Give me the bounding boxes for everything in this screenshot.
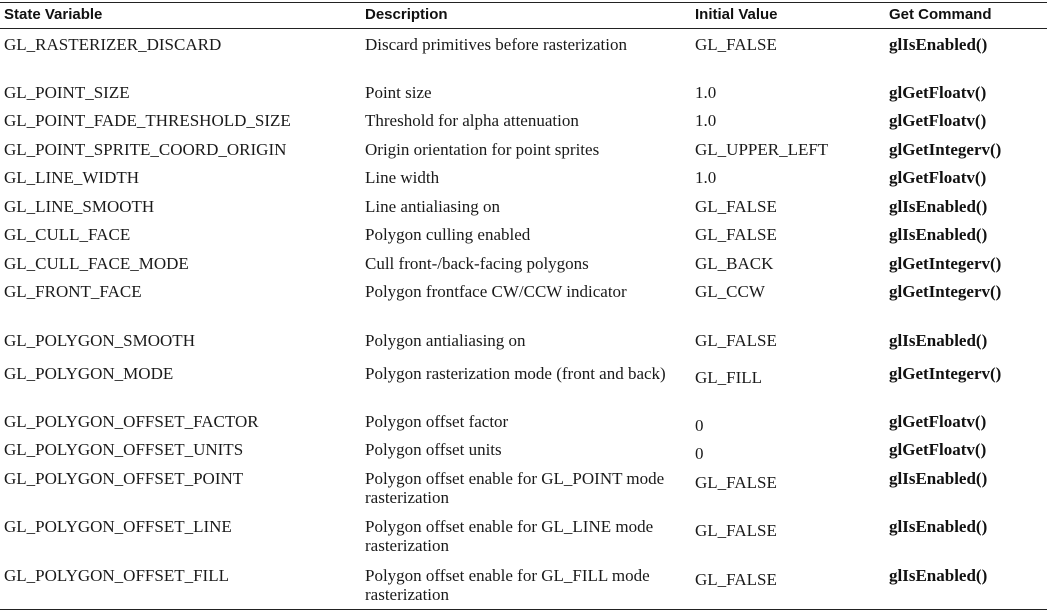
state-variable-cell: GL_FRONT_FACE [4, 282, 142, 301]
initial-value-cell: GL_CCW [695, 282, 765, 301]
header-get-command: Get Command [889, 6, 992, 23]
description-cell: Polygon offset factor [365, 412, 509, 431]
initial-value-cell: 1.0 [695, 111, 717, 130]
initial-value-cell: GL_FALSE [695, 473, 777, 492]
initial-value-cell: GL_UPPER_LEFT [695, 140, 829, 159]
get-command-cell: glIsEnabled() [889, 566, 988, 585]
state-variable-cell: GL_POINT_FADE_THRESHOLD_SIZE [4, 111, 291, 130]
initial-value-cell: GL_FALSE [695, 197, 777, 216]
state-variable-cell: GL_POLYGON_OFFSET_UNITS [4, 440, 244, 459]
description-cell: Polygon offset enable for GL_FILL mode rasterization [365, 566, 650, 604]
initial-value-cell: GL_FALSE [695, 35, 777, 54]
initial-value-cell: GL_FALSE [695, 570, 777, 589]
initial-value-cell: GL_FALSE [695, 225, 777, 244]
initial-value-cell: 1.0 [695, 168, 717, 187]
state-variable-cell: GL_CULL_FACE [4, 225, 131, 244]
get-command-cell: glIsEnabled() [889, 517, 988, 536]
initial-value-cell: GL_FALSE [695, 521, 777, 540]
description-cell: Polygon offset enable for GL_LINE mode rasterization [365, 517, 654, 555]
get-command-cell: glGetFloatv() [889, 412, 987, 431]
get-command-cell: glIsEnabled() [889, 225, 988, 244]
description-cell: Line antialiasing on [365, 197, 501, 216]
get-command-cell: glGetIntegerv() [889, 282, 1002, 301]
initial-value-cell: 0 [695, 444, 704, 463]
description-cell: Polygon frontface CW/CCW indicator [365, 282, 627, 301]
state-variable-cell: GL_POLYGON_SMOOTH [4, 331, 195, 350]
initial-value-cell: GL_BACK [695, 254, 774, 273]
header-state-variable: State Variable [4, 6, 103, 23]
description-cell: Origin orientation for point sprites [365, 140, 600, 159]
description-cell: Polygon rasterization mode (front and back) [365, 364, 666, 383]
state-variable-cell: GL_POLYGON_OFFSET_FACTOR [4, 412, 259, 431]
get-command-cell: glGetIntegerv() [889, 140, 1002, 159]
initial-value-cell: 0 [695, 416, 704, 435]
get-command-cell: glGetFloatv() [889, 440, 987, 459]
get-command-cell: glGetIntegerv() [889, 364, 1002, 383]
description-cell: Point size [365, 83, 432, 102]
get-command-cell: glIsEnabled() [889, 469, 988, 488]
header-initial-value: Initial Value [695, 6, 778, 23]
state-variable-cell: GL_POINT_SPRITE_COORD_ORIGIN [4, 140, 287, 159]
get-command-cell: glGetFloatv() [889, 168, 987, 187]
description-cell: Polygon offset enable for GL_POINT mode rasterization [365, 469, 665, 507]
state-variable-cell: GL_POINT_SIZE [4, 83, 130, 102]
description-cell: Line width [365, 168, 440, 187]
state-variable-cell: GL_LINE_WIDTH [4, 168, 140, 187]
description-cell: Discard primitives before rasterization [365, 35, 627, 54]
state-variable-cell: GL_POLYGON_OFFSET_FILL [4, 566, 229, 585]
state-variable-cell: GL_POLYGON_OFFSET_POINT [4, 469, 244, 488]
initial-value-cell: 1.0 [695, 83, 717, 102]
description-cell: Threshold for alpha attenuation [365, 111, 579, 130]
state-variable-cell: GL_POLYGON_OFFSET_LINE [4, 517, 232, 536]
description-cell: Polygon culling enabled [365, 225, 531, 244]
header-description: Description [365, 6, 448, 23]
description-cell: Polygon antialiasing on [365, 331, 526, 350]
description-cell: Polygon offset units [365, 440, 502, 459]
table-bottom-rule [0, 609, 1047, 610]
get-command-cell: glGetIntegerv() [889, 254, 1002, 273]
get-command-cell: glIsEnabled() [889, 197, 988, 216]
state-variable-cell: GL_POLYGON_MODE [4, 364, 174, 383]
state-variable-cell: GL_RASTERIZER_DISCARD [4, 35, 222, 54]
table-top-rule [0, 2, 1047, 3]
get-command-cell: glGetFloatv() [889, 83, 987, 102]
initial-value-cell: GL_FALSE [695, 331, 777, 350]
state-variable-cell: GL_CULL_FACE_MODE [4, 254, 189, 273]
initial-value-cell: GL_FILL [695, 368, 763, 387]
state-variable-cell: GL_LINE_SMOOTH [4, 197, 155, 216]
description-cell: Cull front-/back-facing polygons [365, 254, 589, 273]
get-command-cell: glIsEnabled() [889, 331, 988, 350]
get-command-cell: glGetFloatv() [889, 111, 987, 130]
header-rule [0, 28, 1047, 29]
get-command-cell: glIsEnabled() [889, 35, 988, 54]
